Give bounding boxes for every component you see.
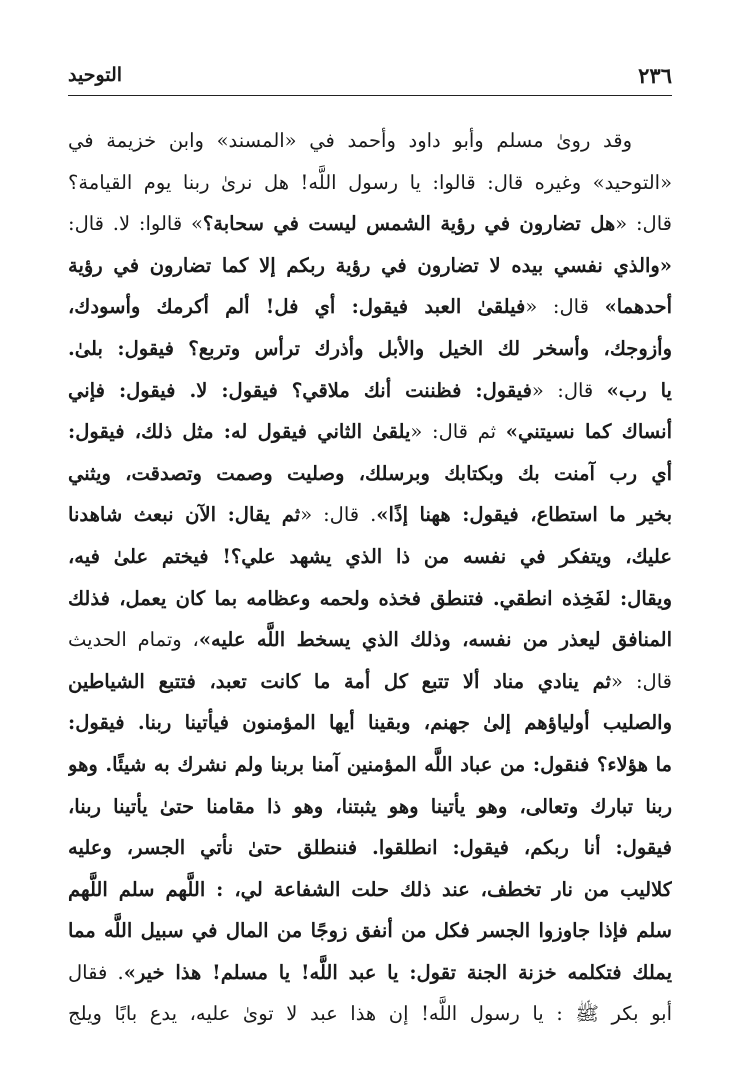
hadith-quote-segment: وأزوجك، وأسخر لك الخيل والأبل وأذرك ترأس وتربع؟ فيقول: بلىٰ. [68,336,672,360]
narration-segment: أبو بكر ﷺ : يا رسول اللَّه! إن هذا عبد لا توىٰ عليه، يدع بابًا ويلج [68,1002,672,1026]
hadith-quote-segment: يملك فتكلمه خزنة الجنة تقول: يا عبد اللَّه! يا مسلم! هذا خير» [123,960,672,984]
hadith-quote-segment: «والذي نفسي بيده لا تضارون في رؤية ربكم إلا كما تضارون في رؤية [68,253,672,277]
header-divider [68,95,672,96]
narration-segment: » قالوا: لا. قال: [68,212,203,236]
text-line [68,993,672,1035]
hadith-quote-segment: بخير ما استطاع، فيقول: ههنا إذًا» [376,503,672,527]
hadith-quote-segment: يلقىٰ الثاني فيقول له: مثل ذلك، فيقول: [68,420,411,444]
text-line [68,869,672,911]
hadith-quote-segment: المنافق ليعذر من نفسه، وذلك الذي يسخط اللَّه عليه» [198,628,672,652]
text-line [68,827,672,869]
hadith-quote-segment: فيقول: أنا ربكم، فيقول: انطلقوا. فننطلق حتىٰ نأتي الجسر، وعليه [68,836,672,860]
hadith-quote-segment: ما هؤلاء؟ فنقول: من عباد اللَّه المؤمنين آمنا بربنا ولم نشرك به شيئًا. وهو [68,752,672,776]
text-line [68,203,672,245]
text-line [68,786,672,828]
text-line [68,286,672,328]
hadith-quote-segment: فيلقىٰ العبد فيقول: أي فل! ألم أكرمك وأسودك، [68,295,526,319]
body-text [68,120,672,1035]
hadith-quote-segment: أنساك كما نسيتني» [505,420,672,444]
text-line [68,661,672,703]
narration-segment: قال: « [610,669,672,693]
text-line [68,952,672,994]
text-line [68,578,672,620]
narration-segment: وقد روىٰ مسلم وأبو داود وأحمد في «المسند» وابن خزيمة في [68,129,632,152]
hadith-quote-segment: أحدهما» [604,295,672,319]
hadith-quote-segment: كلاليب من نار تخطف، عند ذلك حلت الشفاعة لي، : اللَّهم سلم اللَّهم [68,877,672,901]
hadith-quote-segment: عليك، ويتفكر في نفسه من ذا الذي يشهد علي؟! فيختم علىٰ فيه، [68,544,672,568]
text-line [68,370,672,412]
text-line [68,328,672,370]
narration-segment: . قال: « [300,503,377,527]
narration-segment: ، وتمام الحديث [68,628,199,652]
hadith-quote-segment: هل تضارون في رؤية الشمس ليست في سحابة؟ [202,212,616,236]
text-line [68,411,672,453]
hadith-quote-segment: ثم يقال: الآن نبعث شاهدنا [68,503,301,527]
text-line [68,910,672,952]
text-line [68,619,672,661]
text-line [68,536,672,578]
text-line [68,494,672,536]
hadith-quote-segment: والصليب أولياؤهم إلىٰ جهنم، وبقينا أيها المؤمنون فيأتينا ربنا. فيقول: [68,711,672,735]
hadith-quote-segment: ويقال: لفَخِذه انطقي. فتنطق فخذه ولحمه وعظامه بما كان يعمل، فذلك [68,586,672,610]
page-number: ٢٣٦ [638,62,672,88]
narration-segment: . فقال [68,960,124,984]
running-title: التوحيد [68,64,123,86]
text-line [68,162,672,204]
text-line [68,453,672,495]
hadith-quote-segment: سلم فإذا جاوزوا الجسر فكل من أنفق زوجًا من المال في سبيل اللَّه مما [68,919,672,943]
narration-segment: «التوحيد» وغيره قال: قالوا: يا رسول اللَّه! هل نرىٰ ربنا يوم القيامة؟ [68,170,672,194]
page-header [68,58,672,92]
text-line [68,245,672,287]
text-line [68,120,672,162]
hadith-quote-segment: ثم ينادي مناد ألا تتبع كل أمة ما كانت تعبد، فتتبع الشياطين [68,669,611,693]
hadith-quote-segment: ربنا تبارك وتعالى، وهو يأتينا وهو يثبتنا، وهو ذا مقامنا حتىٰ يأتينا ربنا، [68,794,672,818]
text-line [68,702,672,744]
text-line [68,744,672,786]
narration-segment: قال: « [615,212,672,236]
hadith-quote-segment: أي رب آمنت بك وبكتابك وبرسلك، وصليت وصمت وتصدقت، ويثني [68,461,672,485]
hadith-quote-segment: يا رب» [606,378,672,402]
hadith-quote-segment: فيقول: فظننت أنك ملاقي؟ فيقول: لا. فيقول: فإني [68,378,532,402]
narration-segment: ثم قال: « [410,420,506,444]
narration-segment: قال: « [525,295,605,319]
narration-segment: قال: « [531,378,607,402]
